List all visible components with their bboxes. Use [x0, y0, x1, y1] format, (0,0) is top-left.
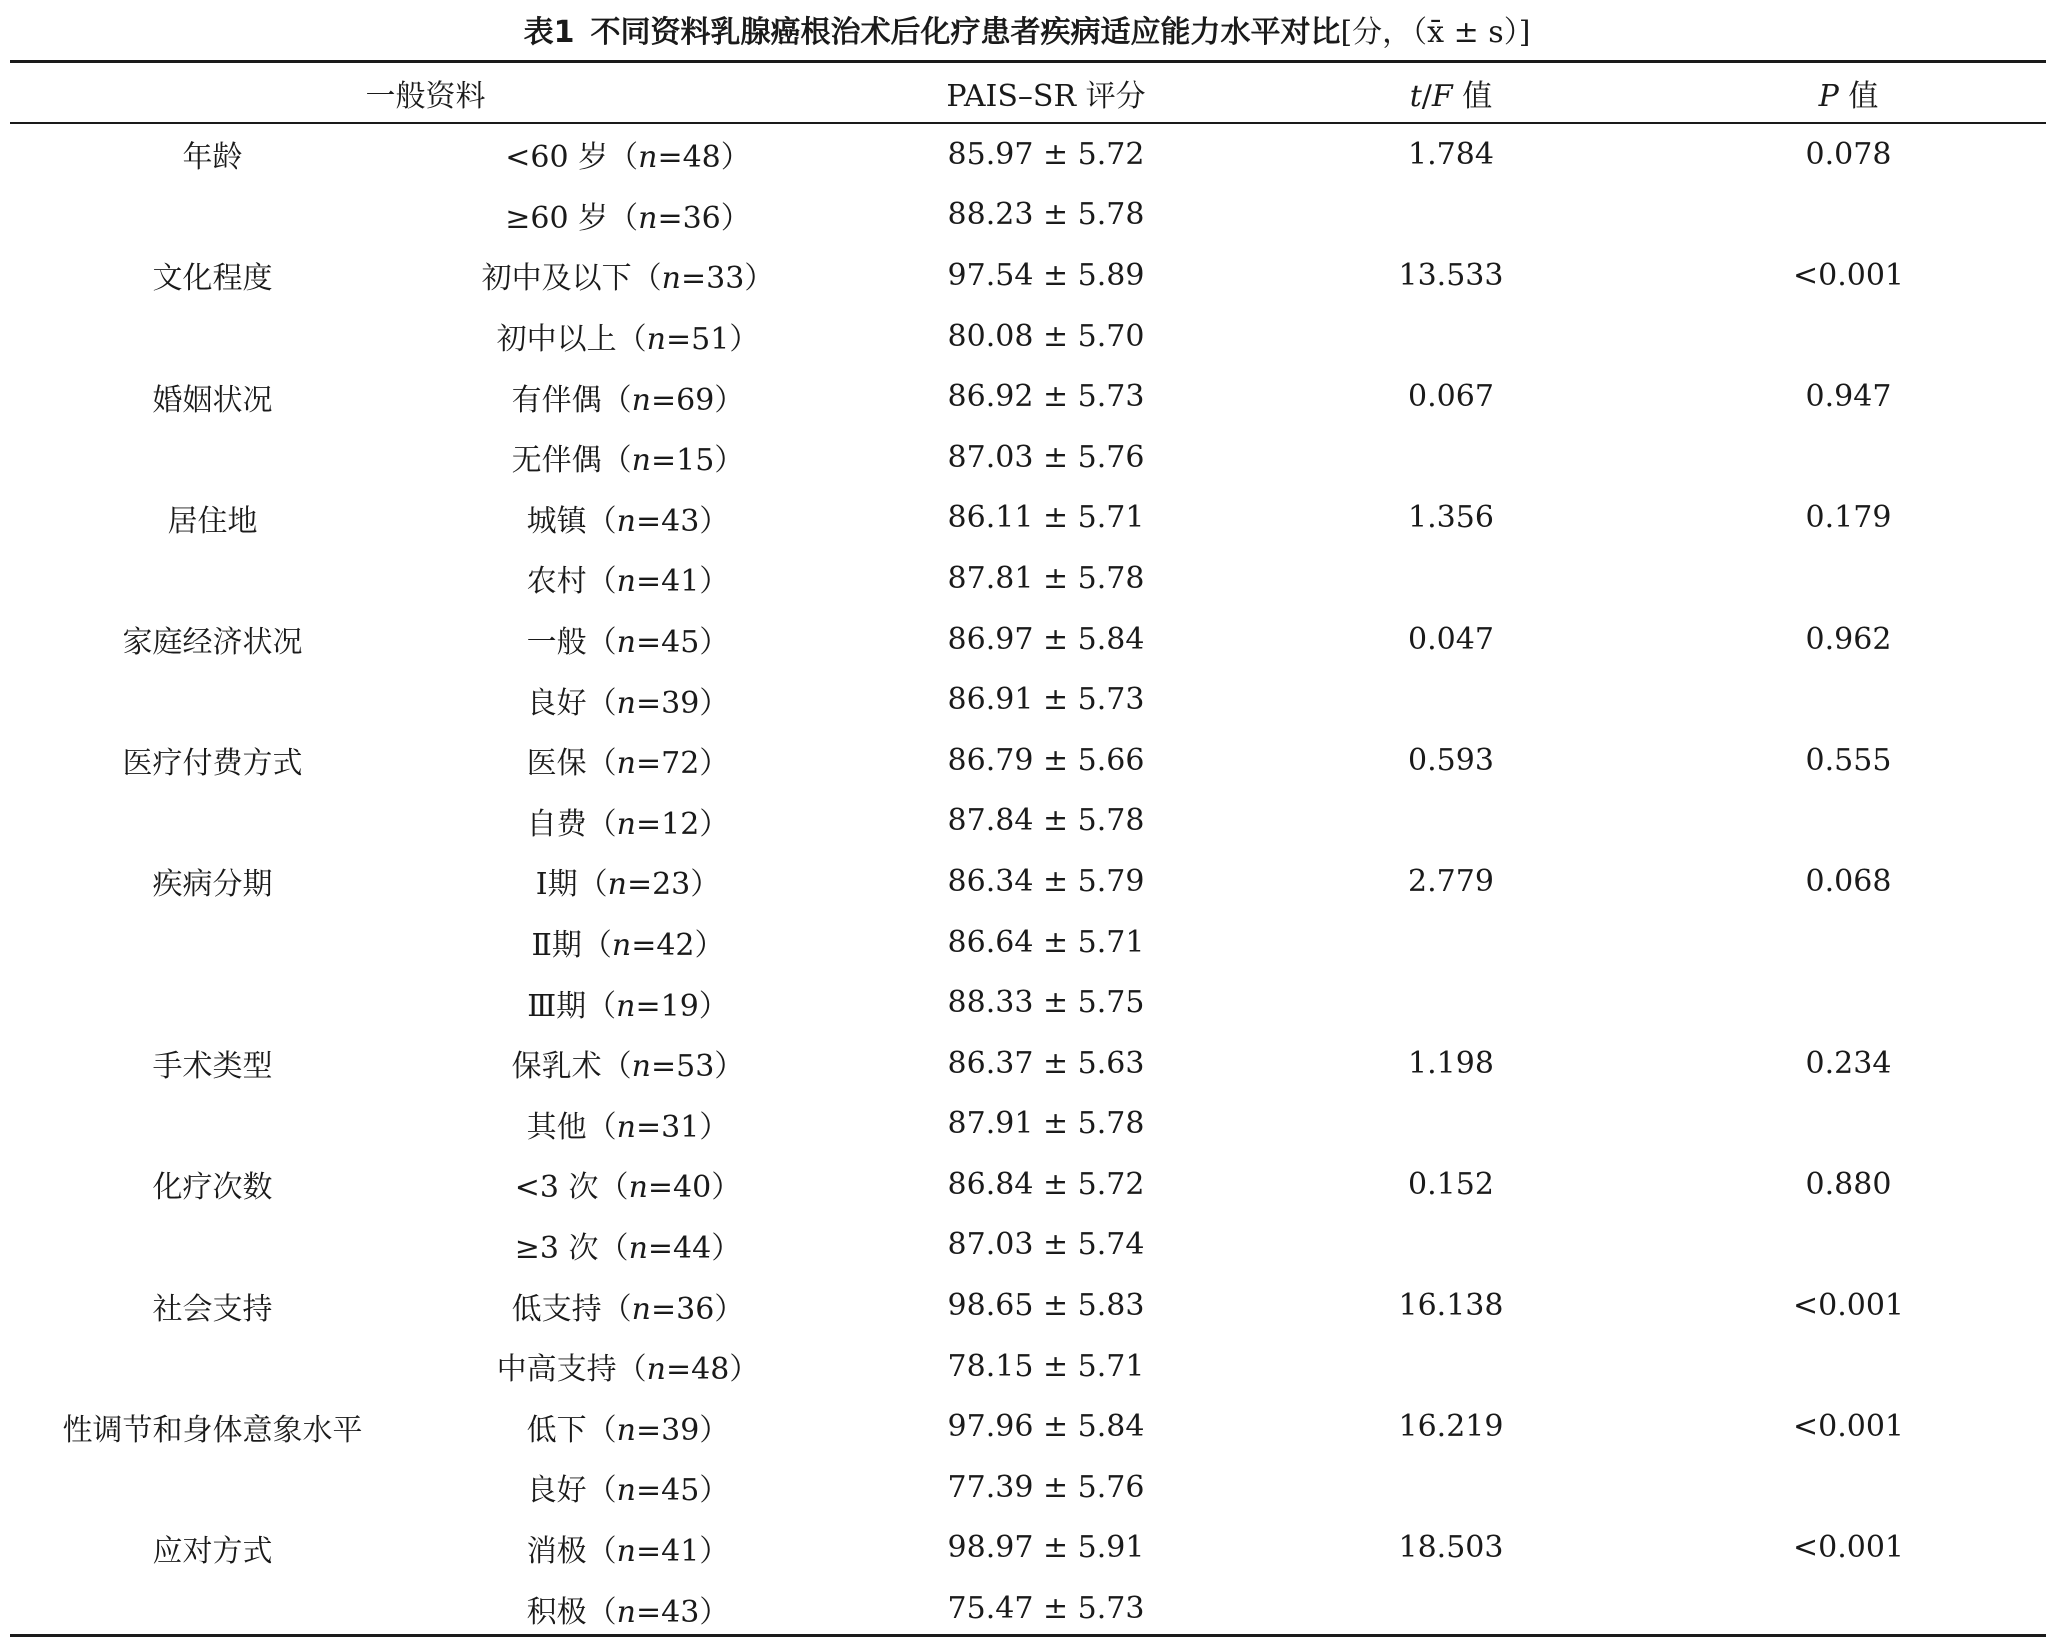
- cell-level: 其他（n=31）: [526, 1109, 730, 1145]
- cell-level: 无伴偶（n=15）: [511, 443, 745, 479]
- cell-factor: 性调节和身体意象水平: [62, 1412, 363, 1448]
- cell-p: [1651, 912, 2046, 973]
- table-row: [10, 245, 2046, 306]
- cell-level: ≥60 岁（n=36）: [505, 200, 751, 236]
- cell-p: 0.078: [1805, 136, 1892, 172]
- cell-level: <60 岁（n=48）: [505, 140, 751, 176]
- cell-p: [1651, 1578, 2046, 1639]
- cell-factor: 化疗次数: [152, 1170, 273, 1206]
- table-row: [10, 122, 2046, 185]
- cell-level: 城镇（n=43）: [526, 503, 730, 539]
- cell-stat: [1251, 972, 1651, 1033]
- table-title: 不同资料乳腺癌根治术后化疗患者疾病适应能力水平对比: [590, 15, 1341, 50]
- cell-level: ≥3 次（n=44）: [514, 1230, 742, 1266]
- cell-score: 77.39 ± 5.76: [947, 1469, 1145, 1505]
- cell-stat: 2.779: [1408, 863, 1494, 899]
- cell-level: 保乳术（n=53）: [511, 1049, 745, 1085]
- table-row: [10, 1578, 2046, 1639]
- cell-score: 75.47 ± 5.73: [947, 1591, 1145, 1627]
- table-row: [10, 1215, 2046, 1276]
- cell-level: 中高支持（n=48）: [496, 1352, 760, 1388]
- table-row: [10, 1033, 2046, 1094]
- cell-factor: [10, 669, 415, 730]
- cell-factor: 文化程度: [152, 261, 273, 297]
- table-row: [10, 972, 2046, 1033]
- cell-score: 98.97 ± 5.91: [947, 1530, 1145, 1566]
- cell-score: 97.96 ± 5.84: [947, 1409, 1145, 1445]
- cell-score: 80.08 ± 5.70: [947, 318, 1145, 354]
- table-row: [10, 488, 2046, 549]
- cell-factor: [10, 1094, 415, 1155]
- cell-level: 初中及以下（n=33）: [481, 261, 775, 297]
- cell-score: 87.91 ± 5.78: [947, 1106, 1145, 1142]
- cell-p: [1651, 427, 2046, 488]
- header-score: PAIS–SR 评分: [946, 78, 1146, 114]
- table-row: [10, 1094, 2046, 1155]
- cell-stat: [1251, 306, 1651, 367]
- cell-p: <0.001: [1792, 1530, 1905, 1566]
- cell-stat: 0.152: [1408, 1166, 1494, 1202]
- cell-p: 0.068: [1805, 863, 1892, 899]
- cell-level: Ⅰ期（n=23）: [535, 867, 721, 903]
- cell-p: 0.880: [1805, 1166, 1892, 1202]
- cell-p: [1651, 306, 2046, 367]
- cell-factor: 社会支持: [152, 1291, 273, 1327]
- cell-p: [1651, 185, 2046, 246]
- cell-p: 0.179: [1805, 500, 1892, 536]
- cell-p: [1651, 669, 2046, 730]
- cell-score: 86.79 ± 5.66: [947, 742, 1145, 778]
- cell-score: 86.97 ± 5.84: [947, 621, 1145, 657]
- table-row: [10, 1457, 2046, 1518]
- cell-stat: [1251, 669, 1651, 730]
- cell-stat: 1.356: [1408, 500, 1494, 536]
- cell-score: 86.84 ± 5.72: [947, 1166, 1145, 1202]
- cell-level: 有伴偶（n=69）: [511, 382, 745, 418]
- table-row: [10, 427, 2046, 488]
- cell-level: 农村（n=41）: [526, 564, 730, 600]
- cell-stat: [1251, 1578, 1651, 1639]
- cell-p: [1651, 972, 2046, 1033]
- table-row: [10, 791, 2046, 852]
- cell-stat: [1251, 1457, 1651, 1518]
- cell-factor: [10, 306, 415, 367]
- cell-score: 87.03 ± 5.74: [947, 1227, 1145, 1263]
- cell-factor: [10, 548, 415, 609]
- table-row: [10, 609, 2046, 670]
- cell-level: 低下（n=39）: [526, 1412, 730, 1448]
- header-row: [10, 63, 2046, 122]
- table-row: [10, 366, 2046, 427]
- cell-level: 低支持（n=36）: [511, 1291, 745, 1327]
- cell-level: 一般（n=45）: [526, 625, 730, 661]
- cell-level: <3 次（n=40）: [514, 1170, 742, 1206]
- cell-level: 良好（n=45）: [526, 1473, 730, 1509]
- cell-score: 86.11 ± 5.71: [947, 500, 1145, 536]
- cell-stat: 1.784: [1408, 136, 1494, 172]
- cell-score: 86.34 ± 5.79: [947, 863, 1145, 899]
- cell-factor: 年龄: [182, 140, 243, 176]
- cell-score: 86.64 ± 5.71: [947, 924, 1145, 960]
- cell-p: 0.555: [1805, 742, 1892, 778]
- cell-factor: [10, 972, 415, 1033]
- cell-stat: 1.198: [1408, 1045, 1494, 1081]
- cell-stat: 0.067: [1408, 379, 1494, 415]
- cell-factor: 疾病分期: [152, 867, 273, 903]
- cell-p: <0.001: [1792, 1409, 1905, 1445]
- cell-factor: [10, 791, 415, 852]
- table-row: [10, 1336, 2046, 1397]
- table-row: [10, 548, 2046, 609]
- cell-factor: [10, 1578, 415, 1639]
- cell-level: Ⅱ期（n=42）: [531, 928, 725, 964]
- header-p: P 值: [1818, 78, 1879, 114]
- cell-stat: [1251, 548, 1651, 609]
- cell-score: 87.81 ± 5.78: [947, 560, 1145, 596]
- table-unit: [分，（x̄ ± s）]: [1340, 15, 1531, 50]
- table-row: [10, 669, 2046, 730]
- cell-p: [1651, 1336, 2046, 1397]
- cell-p: [1651, 1094, 2046, 1155]
- table-row: [10, 306, 2046, 367]
- cell-p: 0.234: [1805, 1045, 1892, 1081]
- cell-stat: [1251, 1336, 1651, 1397]
- table-row: [10, 912, 2046, 973]
- cell-stat: [1251, 791, 1651, 852]
- cell-score: 85.97 ± 5.72: [947, 136, 1145, 172]
- cell-stat: [1251, 912, 1651, 973]
- cell-stat: 0.047: [1408, 621, 1494, 657]
- cell-factor: [10, 912, 415, 973]
- cell-level: Ⅲ期（n=19）: [527, 988, 729, 1024]
- cell-p: [1651, 1457, 2046, 1518]
- cell-factor: [10, 1457, 415, 1518]
- table-row: [10, 185, 2046, 246]
- cell-score: 78.15 ± 5.71: [947, 1348, 1145, 1384]
- cell-factor: 居住地: [167, 503, 258, 539]
- cell-factor: 家庭经济状况: [122, 625, 303, 661]
- cell-stat: [1251, 185, 1651, 246]
- table-row: [10, 1275, 2046, 1336]
- cell-score: 86.91 ± 5.73: [947, 682, 1145, 718]
- table-row: [10, 1396, 2046, 1457]
- cell-score: 97.54 ± 5.89: [947, 257, 1145, 293]
- cell-p: 0.962: [1805, 621, 1892, 657]
- cell-factor: [10, 1336, 415, 1397]
- cell-p: [1651, 791, 2046, 852]
- cell-score: 88.23 ± 5.78: [947, 197, 1145, 233]
- cell-p: <0.001: [1792, 1288, 1905, 1324]
- cell-stat: [1251, 1215, 1651, 1276]
- cell-factor: [10, 185, 415, 246]
- cell-score: 87.03 ± 5.76: [947, 439, 1145, 475]
- cell-p: [1651, 1215, 2046, 1276]
- cell-score: 87.84 ± 5.78: [947, 803, 1145, 839]
- cell-p: 0.947: [1805, 379, 1892, 415]
- cell-stat: 16.138: [1398, 1288, 1504, 1324]
- header-general: 一般资料: [365, 78, 486, 114]
- cell-factor: [10, 427, 415, 488]
- cell-score: 86.92 ± 5.73: [947, 379, 1145, 415]
- cell-level: 初中以上（n=51）: [496, 322, 760, 358]
- cell-level: 良好（n=39）: [526, 685, 730, 721]
- cell-p: <0.001: [1792, 257, 1905, 293]
- cell-factor: [10, 1215, 415, 1276]
- table-row: [10, 1518, 2046, 1579]
- cell-stat: [1251, 1094, 1651, 1155]
- cell-p: [1651, 548, 2046, 609]
- cell-level: 积极（n=43）: [526, 1594, 730, 1630]
- table-row: [10, 1154, 2046, 1215]
- cell-factor: 应对方式: [152, 1533, 273, 1569]
- cell-stat: 18.503: [1398, 1530, 1504, 1566]
- table-label: 表1: [523, 15, 575, 50]
- data-table: [10, 63, 2046, 1639]
- cell-factor: 婚姻状况: [152, 382, 273, 418]
- cell-stat: 13.533: [1398, 257, 1504, 293]
- cell-factor: 手术类型: [152, 1049, 273, 1085]
- cell-score: 86.37 ± 5.63: [947, 1045, 1145, 1081]
- cell-stat: 16.219: [1398, 1409, 1504, 1445]
- cell-stat: 0.593: [1408, 742, 1494, 778]
- cell-level: 自费（n=12）: [526, 806, 730, 842]
- cell-stat: [1251, 427, 1651, 488]
- table-caption: [0, 8, 2054, 58]
- cell-score: 88.33 ± 5.75: [947, 985, 1145, 1021]
- cell-level: 消极（n=41）: [526, 1533, 730, 1569]
- header-stat: t/F 值: [1409, 78, 1493, 114]
- cell-level: 医保（n=72）: [526, 746, 730, 782]
- table-row: [10, 730, 2046, 791]
- cell-score: 98.65 ± 5.83: [947, 1288, 1145, 1324]
- table-row: [10, 851, 2046, 912]
- cell-factor: 医疗付费方式: [122, 746, 303, 782]
